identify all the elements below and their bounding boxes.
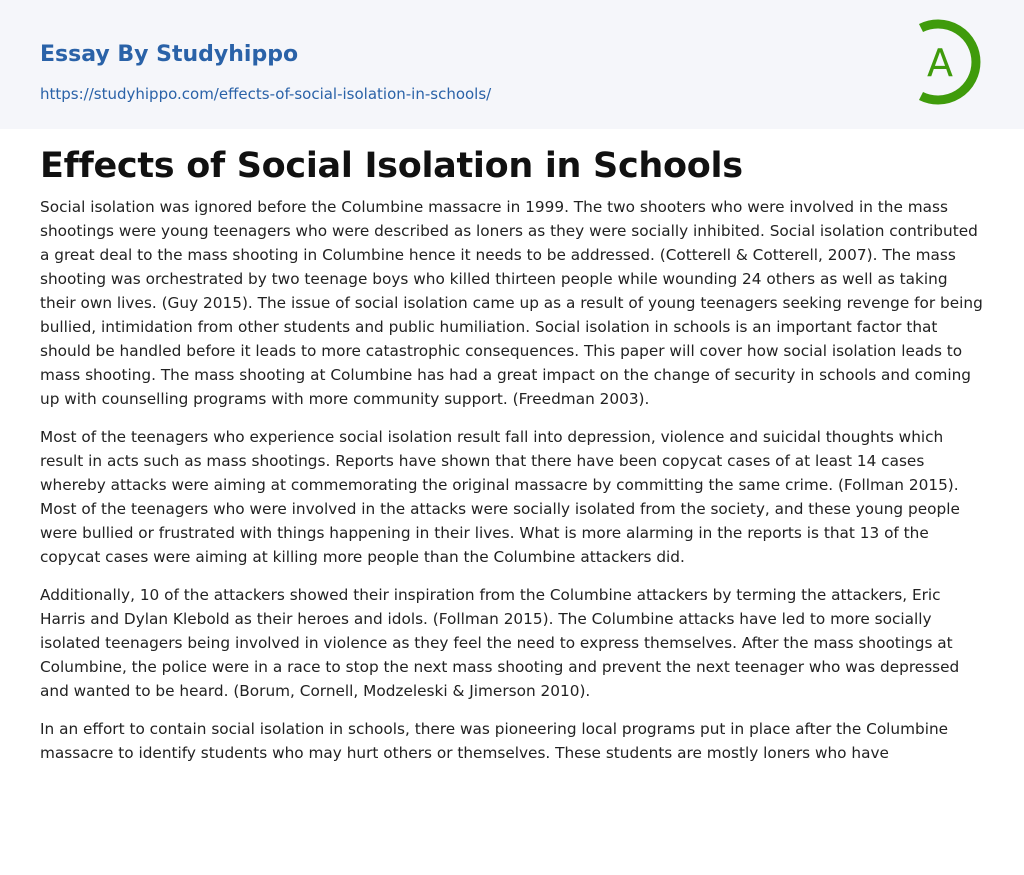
paragraph: In an effort to contain social isolation in schools, there was pioneering local programs put in place after the Columbine massacre to identify students who may hurt others or themselves. These students are mostly loners who have (40, 720, 949, 762)
logo-letter: A (927, 41, 953, 85)
site-header (0, 0, 1024, 129)
essay-url-link[interactable]: https://studyhippo.com/effects-of-social-isolation-in-schools/ (40, 85, 492, 103)
essay-body (40, 195, 986, 779)
studyhippo-logo-icon[interactable] (903, 18, 987, 106)
brand-title: Essay By Studyhippo (40, 42, 299, 67)
paragraph: Most of the teenagers who experience social isolation result fall into depression, violence and suicidal thoughts which result in acts such as mass shootings. Reports have shown that there have been copycat cases of at least 14 cases whereby attacks were aiming at commemorating the original massacre by committing the same crime. (Follman 2015). Most of the teenagers who were involved in the attacks were socially isolated from the society, and these young people were bullied or frustrated with things happening in their lives. What is more alarming in the reports is that 13 of the copycat cases were aiming at killing more people than the Columbine attackers did. (40, 428, 960, 566)
paragraph: Additionally, 10 of the attackers showed their inspiration from the Columbine attackers by terming the attackers, Eric Harris and Dylan Klebold as their heroes and idols. (Follman 2015). The Columbine attacks have led to more socially isolated teenagers being involved in violence as they feel the need to express themselves. After the mass shootings at Columbine, the police were in a race to stop the next mass shooting and prevent the next teenager who was depressed and wanted to be heard. (Borum, Cornell, Modzeleski & Jimerson 2010). (40, 586, 960, 700)
paragraph: Social isolation was ignored before the Columbine massacre in 1999. The two shooters who were involved in the mass shootings were young teenagers who were described as loners as they were socially inhibited. Social isolation contributed a great deal to the mass shooting in Columbine hence it needs to be addressed. (Cotterell & Cotterell, 2007). The mass shooting was orchestrated by two teenage boys who killed thirteen people while wounding 24 others as well as taking their own lives. (Guy 2015). The issue of social isolation came up as a result of young teenagers seeking revenge for being bullied, intimidation from other students and public humiliation. Social isolation in schools is an important factor that should be handled before it leads to more catastrophic consequences. This paper will cover how social isolation leads to mass shooting. The mass shooting at Columbine has had a great impact on the change of security in schools and coming up with counselling programs with more community support. (Freedman 2003). (40, 198, 983, 408)
page-title: Effects of Social Isolation in Schools (40, 146, 743, 186)
